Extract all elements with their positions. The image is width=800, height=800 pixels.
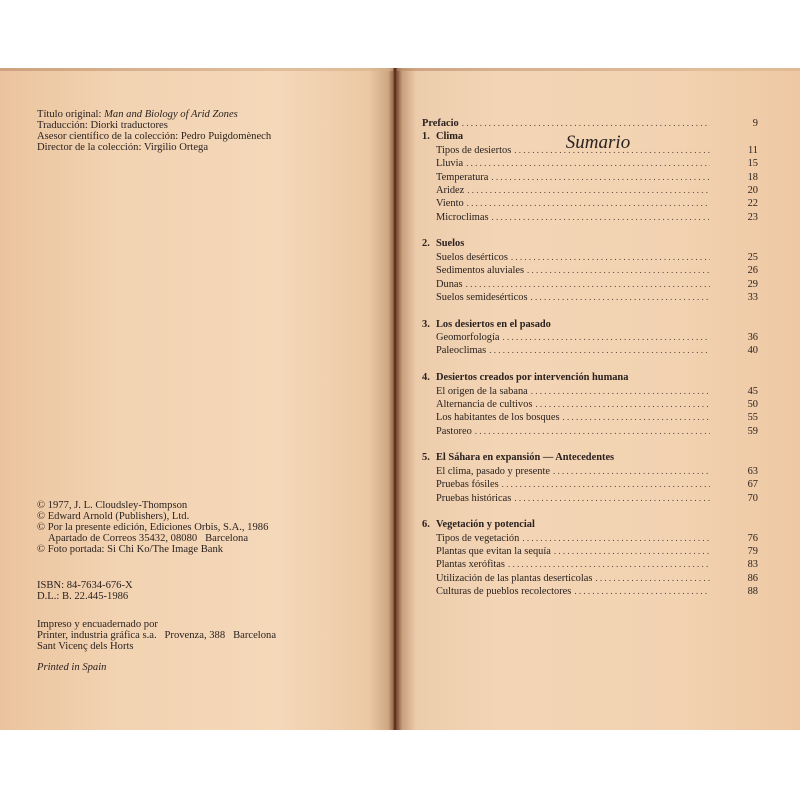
toc-row[interactable]: [422, 251, 758, 264]
toc-row[interactable]: [422, 184, 758, 197]
toc-row[interactable]: [422, 157, 758, 170]
leader-dots: [563, 411, 710, 424]
toc-row[interactable]: [422, 532, 758, 545]
toc-chapter-heading[interactable]: [422, 237, 758, 250]
toc-row[interactable]: [422, 411, 758, 424]
chapter-title: Desiertos creados por intervención humana: [436, 372, 629, 384]
toc-row-label: Culturas de pueblos recolectores: [436, 586, 572, 598]
toc-row-label: Viento: [436, 198, 464, 210]
toc-row[interactable]: [422, 558, 758, 571]
leader-dots: [531, 385, 710, 398]
toc-row-page: 50: [747, 398, 758, 410]
chapter-number: 6.: [422, 519, 430, 531]
chapter-number: 5.: [422, 452, 430, 464]
copyright-edition: © Por la presente edición, Ediciones Orbis, S.A., 1986: [37, 522, 269, 534]
leader-dots: [595, 572, 710, 585]
toc-row-label: Prefacio: [422, 118, 459, 129]
toc-row-page: 11: [747, 144, 758, 156]
toc-chapters: [422, 130, 758, 598]
toc-row[interactable]: [422, 425, 758, 438]
copyright-cover-photo: © Foto portada: Si Chi Ko/The Image Bank: [37, 544, 224, 556]
original-title-value: Man and Biology of Arid Zones: [104, 109, 238, 120]
leader-dots: [467, 184, 710, 197]
leader-dots: [511, 251, 710, 264]
toc-row[interactable]: [422, 264, 758, 277]
leader-dots: [462, 117, 710, 130]
toc-row-label: Suelos semidesérticos: [436, 291, 528, 303]
chapter-number: 4.: [422, 372, 430, 384]
contents-title-text: Sumario: [565, 132, 631, 153]
toc-row-label: El origen de la sabana: [436, 385, 528, 397]
translation-line: Traducción: Diorki traductores: [37, 120, 168, 132]
toc-row[interactable]: [422, 344, 758, 357]
section-gap: [422, 438, 758, 451]
isbn: ISBN: 84-7634-676-X: [37, 580, 133, 591]
toc-chapter-heading[interactable]: [422, 518, 758, 531]
leader-dots: [508, 558, 710, 571]
chapter-number: 3.: [422, 318, 430, 330]
printed-in-spain: Printed in Spain: [37, 662, 107, 673]
toc-row-page: 79: [747, 546, 758, 558]
leader-dots: [514, 492, 710, 505]
toc-chapter-heading[interactable]: [422, 371, 758, 384]
toc-row-page: 9: [752, 118, 758, 129]
toc-chapter-heading[interactable]: [422, 451, 758, 464]
leader-dots: [491, 171, 710, 184]
toc-row[interactable]: [422, 211, 758, 224]
book-gutter: [393, 68, 397, 730]
toc-row[interactable]: [422, 478, 758, 491]
toc-row[interactable]: [422, 465, 758, 478]
section-gap: [422, 505, 758, 518]
chapter-title: Vegetación y potencial: [436, 519, 535, 531]
section-gap: [422, 224, 758, 237]
toc-row-page: 40: [747, 345, 758, 357]
toc-chapter-heading[interactable]: [422, 130, 758, 143]
leader-dots: [554, 545, 710, 558]
copyright-publisher: © Edward Arnold (Publishers), Ltd.: [37, 511, 190, 523]
toc-row-page: 55: [747, 412, 758, 424]
toc-row-label: Pruebas fósiles: [436, 479, 499, 491]
toc-row-page: 45: [747, 385, 758, 397]
page-top-edge: [396, 68, 800, 71]
leader-dots: [530, 291, 710, 304]
toc-row[interactable]: [422, 385, 758, 398]
chapter-title: Clima: [436, 131, 464, 143]
toc-row-page: 18: [747, 171, 758, 183]
leader-dots: [475, 425, 710, 438]
toc-row[interactable]: [422, 278, 758, 291]
toc-row-page: 22: [747, 198, 758, 210]
toc-row-label: Geomorfología: [436, 332, 500, 344]
chapter-title: Los desiertos en el pasado: [436, 318, 551, 330]
leader-dots: [514, 144, 710, 157]
toc-row-page: 15: [747, 158, 758, 170]
toc-row-label: Utilización de las plantas deserticolas: [436, 572, 593, 584]
chapter-title: Suelos: [436, 238, 465, 250]
toc-row-page: 25: [747, 251, 758, 263]
leader-dots: [492, 211, 710, 224]
toc-row-prefacio[interactable]: [422, 117, 758, 130]
copyright-author: © 1977, J. L. Cloudsley-Thompson: [37, 500, 188, 511]
printer-city: Sant Vicenç dels Horts: [37, 641, 134, 653]
toc-row-label: Suelos desérticos: [436, 251, 508, 263]
toc-row-page: 67: [747, 479, 758, 491]
leader-dots: [466, 278, 710, 291]
credits-block: [37, 109, 271, 153]
toc-row-page: 86: [747, 572, 758, 584]
toc-row-label: Aridez: [436, 184, 465, 196]
toc-row[interactable]: [422, 291, 758, 304]
toc-row[interactable]: [422, 585, 758, 598]
table-of-contents: [422, 117, 758, 599]
toc-row-page: 70: [747, 492, 758, 504]
toc-row[interactable]: [422, 197, 758, 210]
leader-dots: [502, 331, 710, 344]
toc-row[interactable]: [422, 492, 758, 505]
chapter-title: El Sáhara en expansión — Antecedentes: [436, 452, 615, 464]
original-title-line: [37, 109, 271, 120]
original-title-label: Título original:: [37, 109, 105, 120]
left-page-copyright: [0, 68, 396, 730]
leader-dots: [502, 478, 710, 491]
toc-row-label: Pruebas históricas: [436, 492, 512, 504]
toc-row-label: Sedimentos aluviales: [436, 265, 525, 277]
legal-deposit: D.L.: B. 22.445-1986: [37, 591, 129, 603]
leader-dots: [527, 264, 710, 277]
section-gap: [422, 358, 758, 371]
toc-row-label: Pastoreo: [436, 425, 472, 437]
chapter-number: 2.: [422, 238, 430, 250]
toc-row-page: 20: [747, 184, 758, 196]
toc-row-page: 26: [747, 265, 758, 277]
leader-dots: [553, 465, 710, 478]
toc-row-label: Los habitantes de los bosques: [436, 412, 560, 424]
toc-row-page: 63: [747, 465, 758, 477]
printer-block: [37, 619, 276, 652]
toc-row-page: 59: [747, 425, 758, 437]
leader-dots: [489, 344, 710, 357]
toc-row-page: 83: [747, 559, 758, 571]
toc-row-page: 33: [747, 291, 758, 303]
toc-row[interactable]: [422, 545, 758, 558]
collection-director-line: Director de la colección: Virgilio Ortega: [37, 142, 209, 154]
leader-dots: [522, 532, 710, 545]
printer-name-address: Printer, industria gráfica s.a. Provenza, 388 Barcelona: [37, 630, 277, 642]
toc-row[interactable]: [422, 144, 758, 157]
section-gap: [422, 304, 758, 317]
toc-row-label: Microclimas: [436, 211, 489, 223]
toc-row-label: El clima, pasado y presente: [436, 465, 550, 477]
toc-row-page: 23: [747, 211, 758, 223]
scientific-advisor-line: Asesor científico de la colección: Pedro Puigdomènech: [37, 131, 272, 143]
publisher-address: Apartado de Correos 35432, 08080 Barcelona: [48, 533, 249, 545]
leader-dots: [535, 398, 710, 411]
printed-in-block: [37, 662, 106, 673]
toc-row-page: 36: [747, 332, 758, 344]
copyright-block: [37, 500, 268, 555]
toc-row-label: Tipos de desiertos: [436, 144, 512, 156]
toc-row-label: Plantas xerófitas: [436, 559, 505, 571]
printer-intro: Impreso y encuadernado por: [37, 619, 158, 630]
legal-block: [37, 580, 133, 602]
toc-row-label: Lluvia: [436, 158, 464, 170]
leader-dots: [466, 157, 710, 170]
toc-row-page: 76: [747, 532, 758, 544]
toc-row[interactable]: [422, 331, 758, 344]
toc-row[interactable]: [422, 398, 758, 411]
leader-dots: [467, 197, 710, 210]
chapter-number: 1.: [422, 131, 430, 143]
toc-row-page: 29: [747, 278, 758, 290]
toc-row[interactable]: [422, 572, 758, 585]
leader-dots: [574, 585, 710, 598]
toc-row-label: Plantas que evitan la sequía: [436, 546, 551, 558]
toc-row-label: Dunas: [436, 278, 463, 290]
toc-row-label: Temperatura: [436, 171, 489, 183]
toc-row-label: Alternancia de cultivos: [436, 398, 533, 410]
toc-row-page: 88: [747, 586, 758, 598]
toc-row[interactable]: [422, 171, 758, 184]
toc-row-label: Paleoclimas: [436, 345, 487, 357]
toc-chapter-heading[interactable]: [422, 318, 758, 331]
toc-row-label: Tipos de vegetación: [436, 532, 520, 544]
